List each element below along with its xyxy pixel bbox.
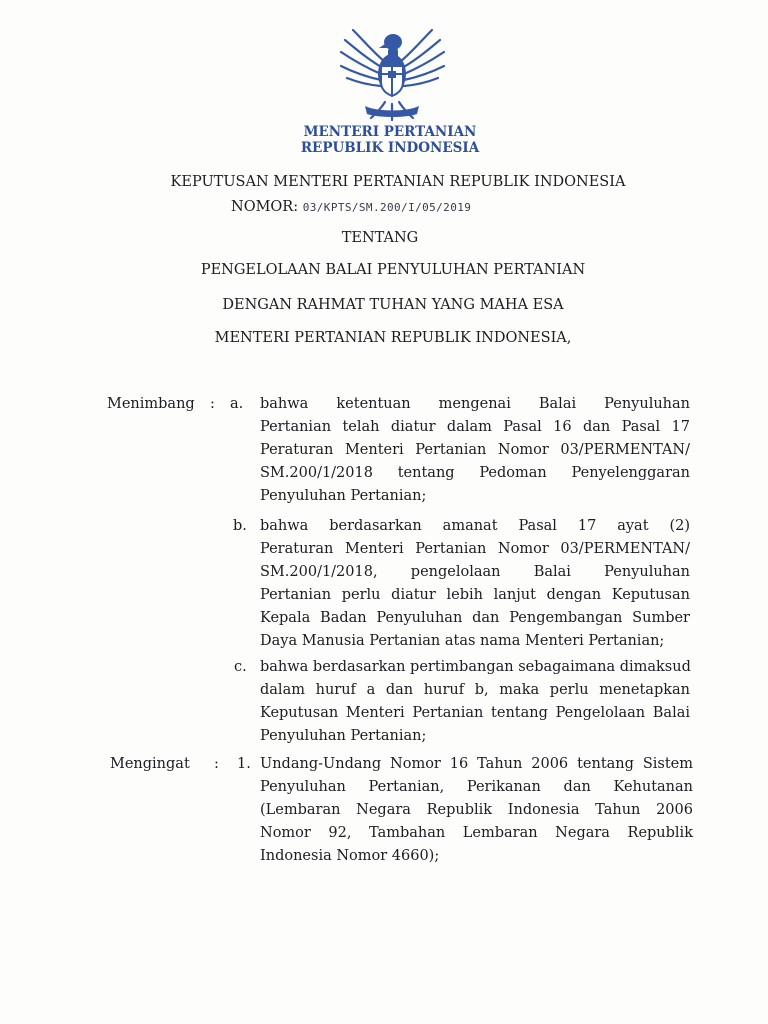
menimbang-colon: : bbox=[210, 396, 215, 412]
text-line: Penyuluhan Pertanian; bbox=[260, 728, 427, 744]
menimbang-label: Menimbang bbox=[107, 396, 195, 412]
decree-title: KEPUTUSAN MENTERI PERTANIAN REPUBLIK INDONESIA bbox=[170, 174, 626, 190]
menimbang-item-b-marker: b. bbox=[233, 518, 247, 534]
institution-name-line2: REPUBLIK INDONESIA bbox=[300, 140, 480, 156]
text-line: Daya Manusia Pertanian atas nama Menteri Pertanian; bbox=[260, 633, 665, 649]
text-line: Peraturan Menteri Pertanian Nomor 03/PERMENTAN/ bbox=[260, 442, 690, 458]
text-line: Pertanian perlu diatur lebih lanjut dengan Keputusan bbox=[260, 587, 690, 603]
text-line: Keputusan Menteri Pertanian tentang Pengelolaan Balai bbox=[260, 705, 690, 721]
mengingat-item-1-marker: 1. bbox=[237, 756, 251, 772]
text-line: SM.200/1/2018, pengelolaan Balai Penyuluhan bbox=[260, 564, 690, 580]
text-line: bahwa ketentuan mengenai Balai Penyuluhan bbox=[260, 396, 690, 412]
minister-line: MENTERI PERTANIAN REPUBLIK INDONESIA, bbox=[214, 330, 572, 346]
text-line: Nomor 92, Tambahan Lembaran Negara Republik bbox=[260, 825, 693, 841]
mengingat-item-1 bbox=[260, 753, 693, 868]
mengingat-colon: : bbox=[214, 756, 219, 772]
text-line: Indonesia Nomor 4660); bbox=[260, 848, 440, 864]
text-line: Kepala Badan Penyuluhan dan Pengembangan Sumber bbox=[260, 610, 690, 626]
text-line: (Lembaran Negara Republik Indonesia Tahun 2006 bbox=[260, 802, 693, 818]
decree-number-label: NOMOR: bbox=[231, 199, 299, 215]
text-line: Peraturan Menteri Pertanian Nomor 03/PERMENTAN/ bbox=[260, 541, 690, 557]
text-line: bahwa berdasarkan amanat Pasal 17 ayat (2) bbox=[260, 518, 690, 534]
text-line: Pertanian telah diatur dalam Pasal 16 dan Pasal 17 bbox=[260, 419, 690, 435]
text-line: Penyuluhan Pertanian; bbox=[260, 488, 427, 504]
institution-name-line1: MENTERI PERTANIAN bbox=[303, 124, 477, 140]
garuda-emblem-icon bbox=[335, 22, 450, 122]
text-line: dalam huruf a dan huruf b, maka perlu menetapkan bbox=[260, 682, 690, 698]
decree-subject: PENGELOLAAN BALAI PENYULUHAN PERTANIAN bbox=[200, 262, 586, 278]
menimbang-item-c-marker: c. bbox=[234, 659, 247, 675]
text-line: Penyuluhan Pertanian, Perikanan dan Kehutanan bbox=[260, 779, 693, 795]
decree-number-value: 03/KPTS/SM.200/I/05/2019 bbox=[302, 201, 472, 214]
tentang-heading: TENTANG bbox=[341, 230, 419, 246]
rahmat-line: DENGAN RAHMAT TUHAN YANG MAHA ESA bbox=[222, 297, 564, 313]
text-line: Undang-Undang Nomor 16 Tahun 2006 tentang Sistem bbox=[260, 756, 693, 772]
text-line: bahwa berdasarkan pertimbangan sebagaimana dimaksud bbox=[260, 659, 691, 675]
menimbang-item-a bbox=[260, 393, 690, 508]
text-line: SM.200/1/2018 tentang Pedoman Penyelenggaran bbox=[260, 465, 690, 481]
menimbang-item-c bbox=[260, 656, 690, 748]
decree-number bbox=[231, 199, 471, 215]
mengingat-label: Mengingat bbox=[110, 756, 190, 772]
menimbang-item-b bbox=[260, 515, 690, 653]
menimbang-item-a-marker: a. bbox=[230, 396, 244, 412]
